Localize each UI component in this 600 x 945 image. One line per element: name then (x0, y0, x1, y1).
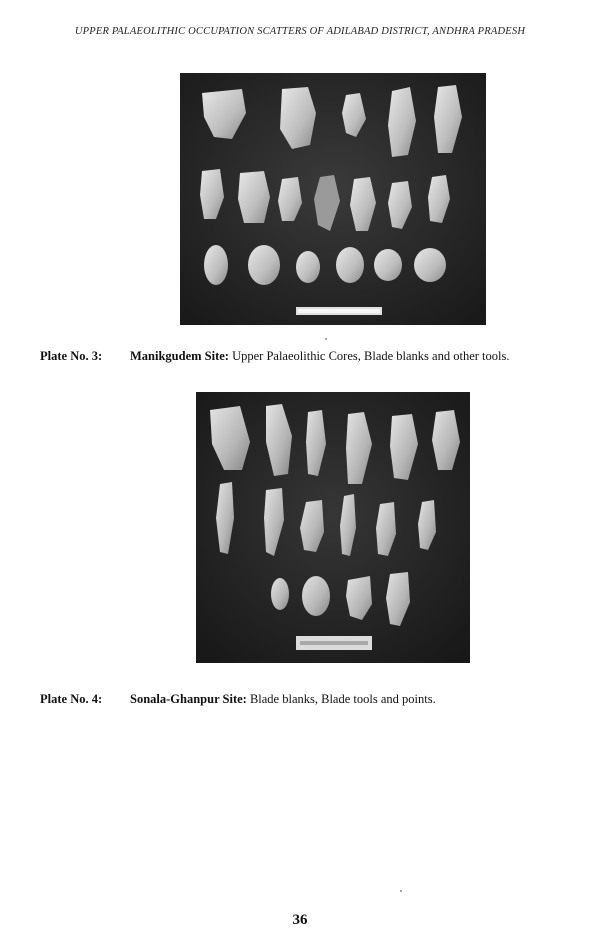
scan-speck (400, 890, 402, 892)
scan-speck (325, 338, 327, 340)
plate-4-label: Plate No. 4: (40, 692, 103, 706)
plate-4-description: Blade blanks, Blade tools and points. (246, 692, 436, 706)
plate-3-text (130, 349, 509, 364)
page-number: 36 (292, 912, 308, 928)
plate-3-label: Plate No. 3: (40, 349, 103, 363)
plate-3-description: Upper Palaeolithic Cores, Blade blanks and other tools. (228, 349, 510, 363)
plate-4-text (130, 692, 436, 707)
plate-4-photograph (196, 392, 470, 663)
plate-4-site: Sonala-Ghanpur Site: (130, 692, 247, 706)
plate-3-site: Manikgudem Site: (130, 349, 229, 363)
running-header: UPPER PALAEOLITHIC OCCUPATION SCATTERS OF ADILABAD DISTRICT, ANDHRA PRADESH (74, 26, 526, 37)
plate-3-photograph (180, 73, 486, 325)
